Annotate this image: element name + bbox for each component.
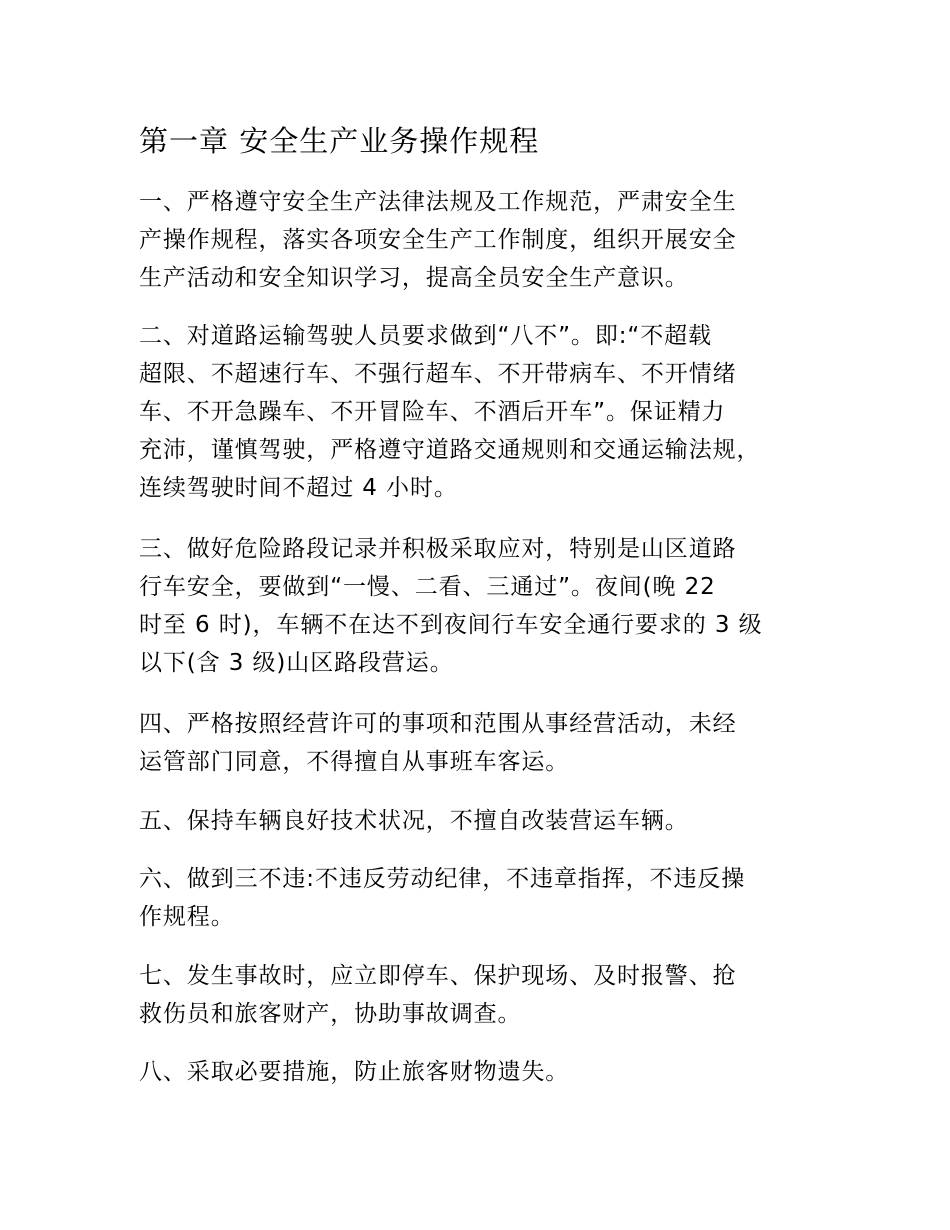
paragraph-line: 运管部门同意，不得擅自从事班车客运。 — [139, 749, 570, 775]
paragraph-2 — [139, 317, 829, 507]
paragraph-line: 行车安全，要做到“一慢、二看、三通过”。夜间(晚 22 — [139, 574, 716, 600]
paragraph-line: 作规程。 — [139, 904, 235, 930]
paragraph-line: 二、对道路运输驾驶人员要求做到“八不”。即:“不超载 — [139, 323, 712, 349]
paragraph-line: 充沛，谨慎驾驶，严格遵守道路交通规则和交通运输法规， — [139, 437, 761, 463]
paragraph-line: 五、保持车辆良好技术状况，不擅自改装营运车辆。 — [139, 808, 689, 834]
paragraph-line: 超限、不超速行车、不强行超车、不开带病车、不开情绪 — [139, 361, 737, 387]
paragraph-line: 六、做到三不违:不违反劳动纪律，不违章指挥，不违反操 — [139, 866, 746, 892]
paragraph-line: 以下(含 3 级)山区路段营运。 — [139, 650, 454, 676]
paragraph-line: 车、不开急躁车、不开冒险车、不酒后开车”。保证精力 — [139, 399, 726, 425]
paragraph-line: 七、发生事故时，应立即停车、保护现场、及时报警、抢 — [139, 963, 737, 989]
paragraph-5 — [139, 802, 829, 840]
paragraph-line: 连续驾驶时间不超过 4 小时。 — [139, 475, 458, 501]
paragraph-line: 生产活动和安全知识学习，提高全员安全生产意识。 — [139, 265, 689, 291]
paragraph-1 — [139, 183, 829, 297]
paragraph-3 — [139, 530, 829, 682]
chapter-title: 第一章 安全生产业务操作规程 — [139, 124, 540, 158]
paragraph-line: 三、做好危险路段记录并积极采取应对，特别是山区道路 — [139, 536, 737, 562]
paragraph-line: 时至 6 时)，车辆不在达不到夜间行车安全通行要求的 3 级 — [139, 612, 763, 638]
paragraph-7 — [139, 957, 829, 1033]
paragraph-line: 救伤员和旅客财产，协助事故调查。 — [139, 1001, 522, 1027]
paragraph-6 — [139, 860, 829, 936]
paragraph-line: 产操作规程，落实各项安全生产工作制度，组织开展安全 — [139, 227, 737, 253]
paragraph-4 — [139, 705, 829, 781]
paragraph-line: 一、严格遵守安全生产法律法规及工作规范，严肃安全生 — [139, 189, 737, 215]
paragraph-line: 八、采取必要措施，防止旅客财物遗失。 — [139, 1059, 570, 1085]
paragraph-line: 四、严格按照经营许可的事项和范围从事经营活动，未经 — [139, 711, 737, 737]
paragraph-8 — [139, 1053, 829, 1091]
